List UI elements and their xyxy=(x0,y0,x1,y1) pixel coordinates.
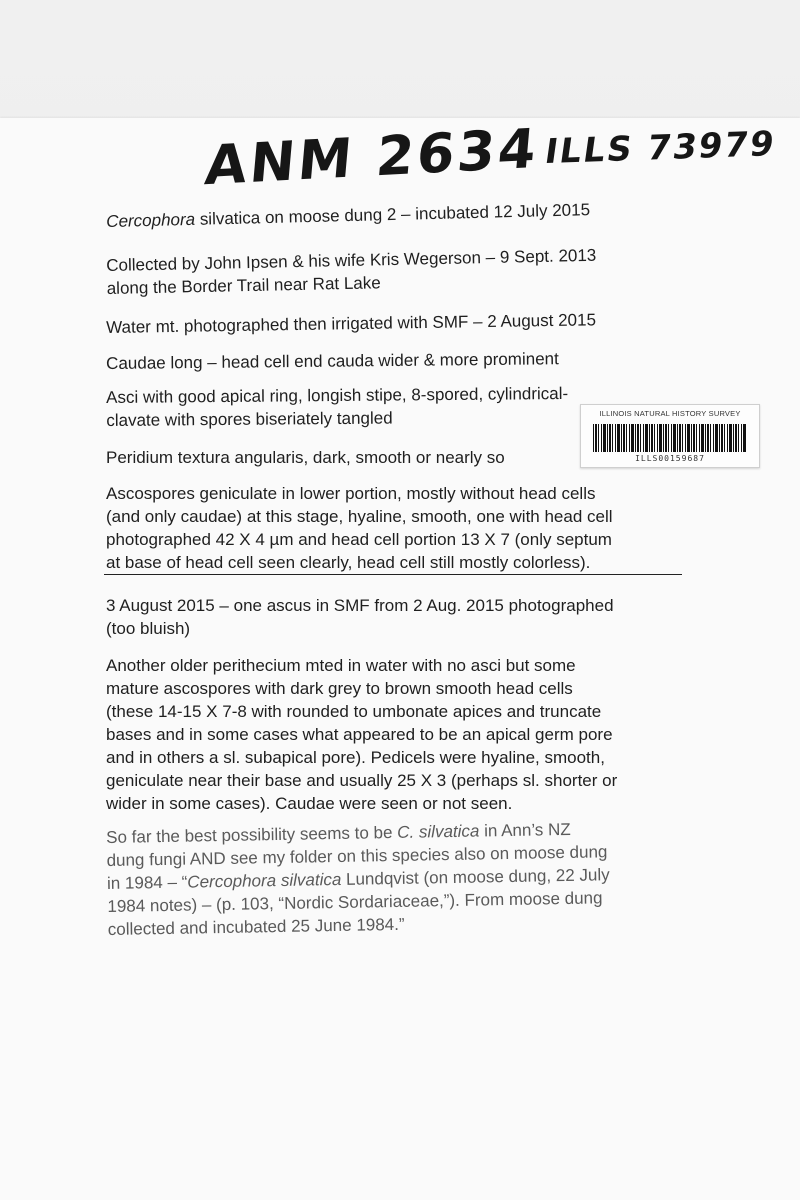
note-paragraph xyxy=(106,817,611,941)
species-name: C. silvatica xyxy=(397,821,480,842)
note-line: (and only caudae) at this stage, hyaline, smooth, one with head cell xyxy=(106,507,613,526)
barcode-number: ILLS00159687 xyxy=(635,454,705,463)
divider-line xyxy=(104,574,682,575)
note-line: Ascospores geniculate in lower portion, mostly without head cells xyxy=(106,484,596,503)
note-line: photographed 42 X 4 µm and head cell portion 13 X 7 (only septum xyxy=(106,530,612,549)
note-line: (these 14-15 X 7-8 with rounded to umbonate apices and truncate xyxy=(106,702,602,721)
note-line: Water mt. photographed then irrigated with SMF – 2 August 2015 xyxy=(106,310,597,337)
handwritten-herbarium-number: ILLS 73979 xyxy=(542,123,779,173)
genus-name: Cercophora xyxy=(106,209,196,231)
note-paragraph xyxy=(106,347,559,375)
note-line: at base of head cell seen clearly, head cell still mostly colorless). xyxy=(106,553,591,572)
note-line: 3 August 2015 – one ascus in SMF from 2 Aug. 2015 photographed xyxy=(106,596,614,615)
note-line: clavate with spores biseriately tangled xyxy=(106,408,393,430)
barcode-graphic xyxy=(593,424,747,452)
note-paragraph xyxy=(106,594,614,640)
note-line: So far the best possibility seems to be C. silvatica in Ann’s NZ xyxy=(106,819,571,847)
note-line: mature ascospores with dark grey to brown smooth head cells xyxy=(106,679,573,698)
handwritten-accession-number: ANM 2634 xyxy=(202,116,542,198)
note-line: Collected by John Ipsen & his wife Kris Wegerson – 9 Sept. 2013 xyxy=(106,245,597,275)
note-line: and in others a sl. subapical pore). Pedicels were hyaline, smooth, xyxy=(106,748,605,767)
specimen-barcode-label xyxy=(580,404,760,468)
note-line: (too bluish) xyxy=(106,619,191,638)
note-paragraph xyxy=(106,654,617,815)
note-line: 1984 notes) – (p. 103, “Nordic Sordariaceae,”). From moose dung xyxy=(107,888,603,916)
note-line: geniculate near their base and usually 25 X 3 (perhaps sl. shorter or xyxy=(106,771,618,790)
note-line: Cercophora silvatica on moose dung 2 – incubated 12 July 2015 xyxy=(106,200,591,231)
note-paragraph xyxy=(106,382,568,432)
note-paragraph xyxy=(106,446,505,469)
note-line: collected and incubated 25 June 1984.” xyxy=(107,914,405,939)
note-line: in 1984 – “Cercophora silvatica Lundqvist (on moose dung, 22 July xyxy=(106,865,610,893)
note-line: dung fungi AND see my folder on this species also on moose dung xyxy=(106,842,608,870)
note-line: Another older perithecium mted in water with no asci but some xyxy=(106,656,576,675)
note-line: bases and in some cases what appeared to be an apical germ pore xyxy=(106,725,613,744)
label-institution: ILLINOIS NATURAL HISTORY SURVEY xyxy=(599,409,741,418)
note-line: Caudae long – head cell end cauda wider & more prominent xyxy=(106,349,559,373)
note-line: along the Border Trail near Rat Lake xyxy=(106,273,381,298)
species-name: Cercophora silvatica xyxy=(187,869,342,892)
note-paragraph xyxy=(106,482,613,574)
note-line: wider in some cases). Caudae were seen or not seen. xyxy=(106,794,513,813)
note-line: Asci with good apical ring, longish stipe, 8-spored, cylindrical- xyxy=(106,383,569,407)
note-line: Peridium textura angularis, dark, smooth or nearly so xyxy=(106,448,505,467)
